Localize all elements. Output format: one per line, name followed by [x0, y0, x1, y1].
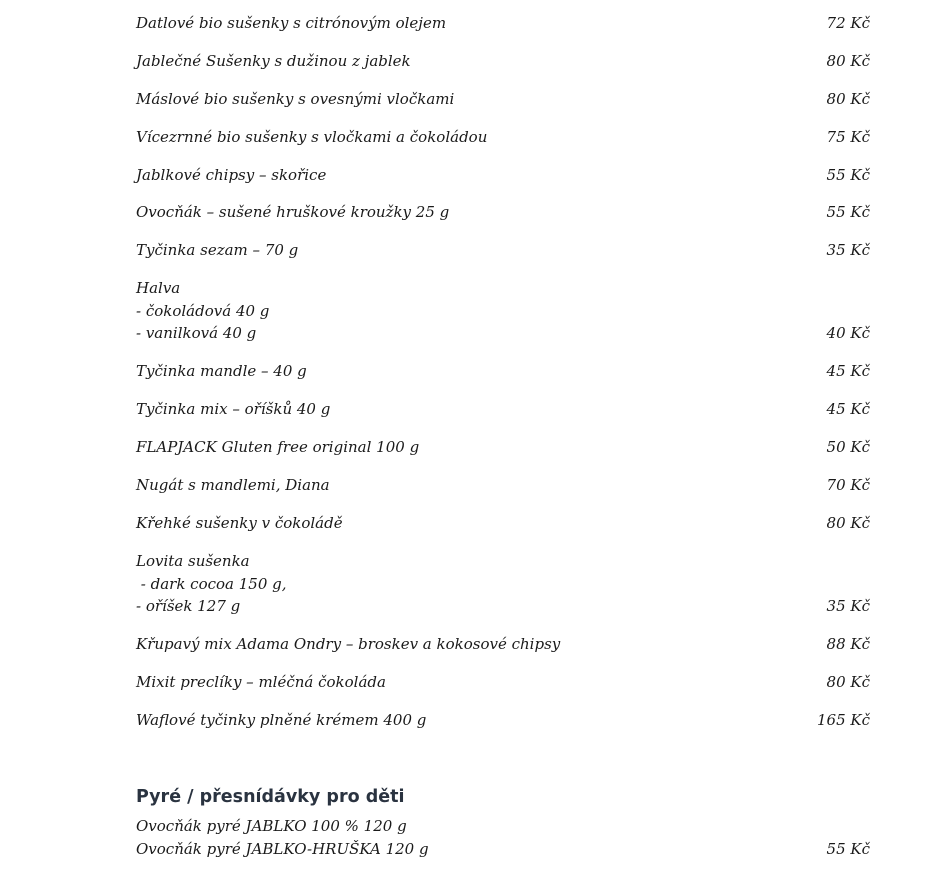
item-price: 35 Kč: [826, 597, 870, 615]
item-price: 55 Kč: [826, 839, 870, 858]
menu-item: [136, 633, 870, 656]
item-name-line: Křehké sušenky v čokoládě: [136, 514, 343, 532]
item-price: 80 Kč: [826, 90, 870, 108]
item-name-line: Tyčinka mix – oříšků 40 g: [136, 400, 331, 418]
item-name: [136, 88, 870, 111]
item-price: 35 Kč: [826, 241, 870, 259]
item-name-line: Jablečné Sušenky s dužinou z jablek: [136, 52, 411, 70]
item-price: 40 Kč: [826, 324, 870, 342]
item-price: 45 Kč: [826, 362, 870, 380]
item-name: [136, 512, 870, 535]
menu-item: [136, 50, 870, 73]
item-name-line: Křupavý mix Adama Ondry – broskev a kokosové chipsy: [136, 635, 561, 653]
item-name: [136, 436, 870, 459]
item-name: [136, 12, 870, 35]
item-price: 45 Kč: [826, 400, 870, 418]
item-name-line: Tyčinka mandle – 40 g: [136, 362, 307, 380]
item-price: 80 Kč: [826, 514, 870, 532]
menu-item: [136, 360, 870, 383]
item-price: 88 Kč: [826, 635, 870, 653]
item-name-line: - oříšek 127 g: [136, 597, 241, 615]
item-name-line: Ovocňák pyré JABLKO 100 % 120 g: [136, 817, 407, 835]
item-name: [136, 201, 870, 224]
item-price: 75 Kč: [826, 128, 870, 146]
item-name-line: - dark cocoa 150 g,: [136, 574, 287, 593]
menu-item: [136, 164, 870, 187]
menu-item: [136, 398, 870, 421]
item-name: [136, 239, 870, 262]
item-price: 55 Kč: [826, 166, 870, 184]
item-name-line: - čokoládová 40 g: [136, 301, 270, 320]
menu-item: [136, 126, 870, 149]
item-name-line: Waflové tyčinky plněné krémem 400 g: [136, 711, 427, 729]
item-price: 70 Kč: [826, 476, 870, 494]
item-name: [136, 671, 870, 694]
item-name: [136, 709, 870, 732]
section-title: Pyré / přesnídávky pro děti: [136, 787, 405, 807]
menu-item: [136, 88, 870, 111]
item-name: [136, 126, 870, 149]
item-name-line: Halva: [136, 279, 181, 297]
item-name-line: Ovocňák – sušené hruškové kroužky 25 g: [136, 203, 450, 221]
item-name-line: Tyčinka sezam – 70 g: [136, 241, 299, 259]
item-price: 165 Kč: [816, 711, 870, 729]
menu-item: [136, 201, 870, 224]
item-name-line: Lovita sušenka: [136, 552, 250, 570]
item-price: 50 Kč: [826, 438, 870, 456]
menu-item: [136, 12, 870, 35]
item-name: [136, 360, 870, 383]
item-name: [136, 815, 870, 860]
menu-item: [136, 474, 870, 497]
item-name: [136, 277, 870, 345]
menu-item: [136, 512, 870, 535]
menu-item: [136, 671, 870, 694]
item-name: [136, 398, 870, 421]
item-name-line: Ovocňák pyré JABLKO-HRUŠKA 120 g: [136, 839, 429, 858]
item-name-line: - vanilková 40 g: [136, 324, 257, 342]
menu-item: [136, 709, 870, 732]
item-name: [136, 164, 870, 187]
menu-item: [136, 550, 870, 618]
item-name-line: Mixit preclíky – mléčná čokoláda: [136, 673, 386, 691]
item-name: [136, 474, 870, 497]
item-name-line: Vícezrnné bio sušenky s vločkami a čokoládou: [136, 128, 488, 146]
item-price: 55 Kč: [826, 203, 870, 221]
item-name-line: Jablkové chipsy – skořice: [136, 166, 327, 184]
item-name-line: Datlové bio sušenky s citrónovým olejem: [136, 14, 447, 32]
item-price: 80 Kč: [826, 52, 870, 70]
item-name: [136, 50, 870, 73]
menu-item: [136, 277, 870, 345]
item-name: [136, 550, 870, 618]
item-name-line: Máslové bio sušenky s ovesnými vločkami: [136, 90, 455, 108]
item-name-line: FLAPJACK Gluten free original 100 g: [136, 438, 420, 456]
item-price: 80 Kč: [826, 673, 870, 691]
item-name: [136, 633, 870, 656]
item-name-line: Nugát s mandlemi, Diana: [136, 476, 330, 494]
menu-item: [136, 239, 870, 262]
menu-item: [136, 436, 870, 459]
item-price: 72 Kč: [826, 14, 870, 32]
menu-item: [136, 815, 870, 860]
